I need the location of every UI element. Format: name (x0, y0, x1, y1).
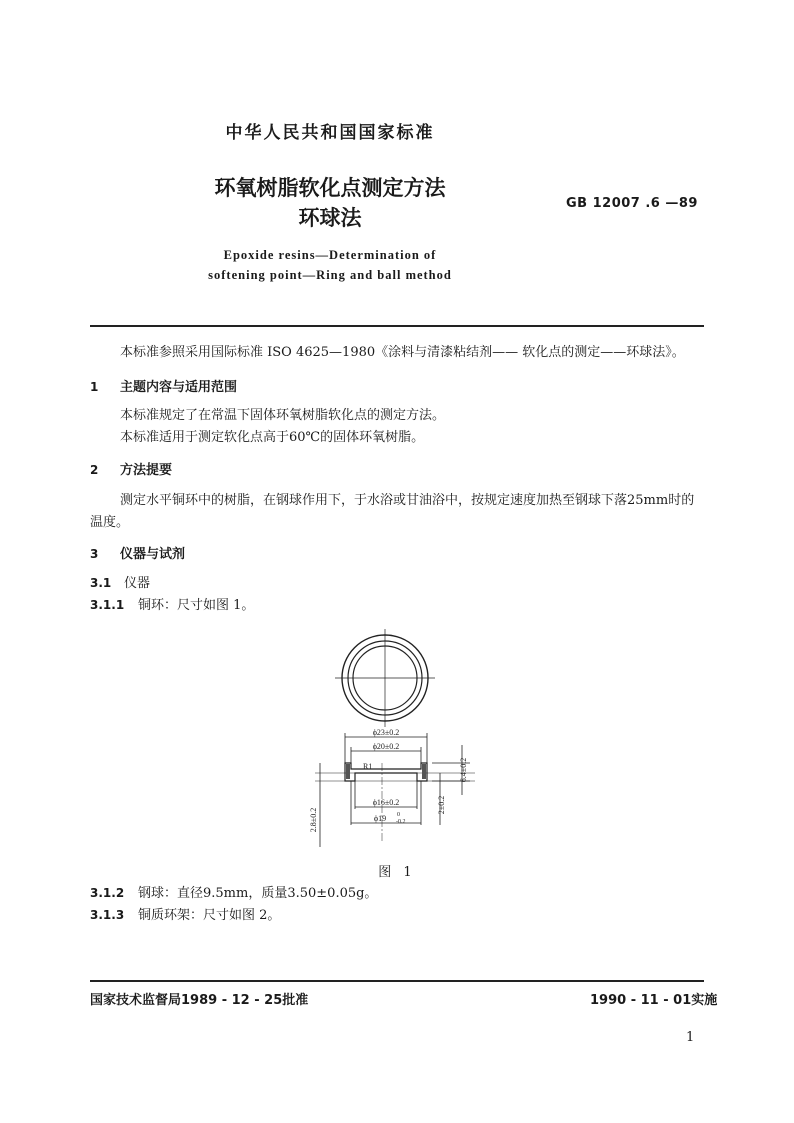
implementation-date: 1990 - 11 - 01实施 (590, 993, 718, 1008)
section-3-heading (90, 543, 185, 562)
dimension-labels (309, 728, 468, 832)
section-number: 3 (90, 547, 99, 561)
section-3-1-heading (90, 572, 150, 595)
ring-top-view (335, 629, 435, 727)
header-rule (90, 325, 704, 327)
dim-radius: R1 (363, 762, 373, 771)
title-en-line1: Epoxide resins—Determination of (223, 248, 437, 262)
section-number: 3.1.2 (90, 886, 125, 900)
dim-shoulder-diameter: ϕ19 (373, 814, 387, 823)
section-1-heading (90, 376, 237, 395)
intro-paragraph: 本标准参照采用国际标准 ISO 4625—1980《涂料与清漆粘结剂—— 软化点的测定——环球法》。 (120, 345, 685, 360)
title-zh-line1: 环氧树脂软化点测定方法 (214, 176, 446, 200)
section-2-paragraph: 测定水平铜环中的树脂，在钢球作用下，于水浴或甘油浴中，按规定速度加热至钢球下落25mm时的温度。 (90, 493, 695, 530)
section-title: 主题内容与适用范围 (120, 380, 238, 395)
dim-hole-diameter: ϕ16±0.2 (372, 798, 400, 807)
standard-code: GB 12007 .6 —89 (566, 196, 698, 211)
dim-inner-top-diameter: ϕ20±0.2 (372, 742, 400, 751)
title-en-line2: softening point—Ring and ball method (208, 268, 452, 282)
figure-1-caption: 图 1 (378, 865, 416, 880)
dim-shoulder-tolerance-upper: 0 (397, 812, 400, 818)
dim-outer-diameter: ϕ23±0.2 (372, 728, 400, 737)
section-1-paragraph-2: 本标准适用于测定软化点高于60℃的固体环氧树脂。 (120, 430, 425, 445)
section-title: 仪器与试剂 (120, 547, 186, 562)
dim-total-height: 6.4±0.2 (459, 757, 468, 783)
section-number: 3.1.3 (90, 908, 125, 922)
section-1-paragraph-1: 本标准规定了在常温下固体环氧树脂软化点的测定方法。 (120, 408, 446, 423)
section-text: 钢球：直径9.5mm，质量3.50±0.05g。 (138, 886, 378, 901)
section-title: 方法提要 (120, 463, 173, 478)
issuing-org: 中华人民共和国国家标准 (225, 123, 435, 143)
section-number: 3.1.1 (90, 598, 125, 612)
section-number: 3.1 (90, 576, 112, 590)
section-text: 铜质环架：尺寸如图 2。 (138, 908, 281, 923)
section-number: 1 (90, 380, 99, 394)
dim-shoulder-tolerance-lower: -0.2 (396, 819, 406, 825)
title-zh-line2: 环球法 (298, 206, 362, 230)
footer-rule (90, 980, 704, 982)
section-number: 2 (90, 463, 99, 477)
dim-wall-height: 2.8±0.2 (309, 807, 318, 833)
page-number: 1 (686, 1030, 695, 1045)
dim-shoulder-height: 2±0.2 (437, 795, 446, 815)
section-3-1-3 (90, 904, 280, 927)
figure-1-ring-drawing (300, 625, 500, 855)
section-2-heading (90, 459, 172, 478)
section-3-1-2 (90, 882, 377, 905)
section-title: 仪器 (124, 576, 151, 591)
approval-date: 国家技术监督局1989 - 12 - 25批准 (90, 993, 309, 1008)
section-3-1-1 (90, 594, 254, 617)
section-text: 铜环：尺寸如图 1。 (138, 598, 255, 613)
